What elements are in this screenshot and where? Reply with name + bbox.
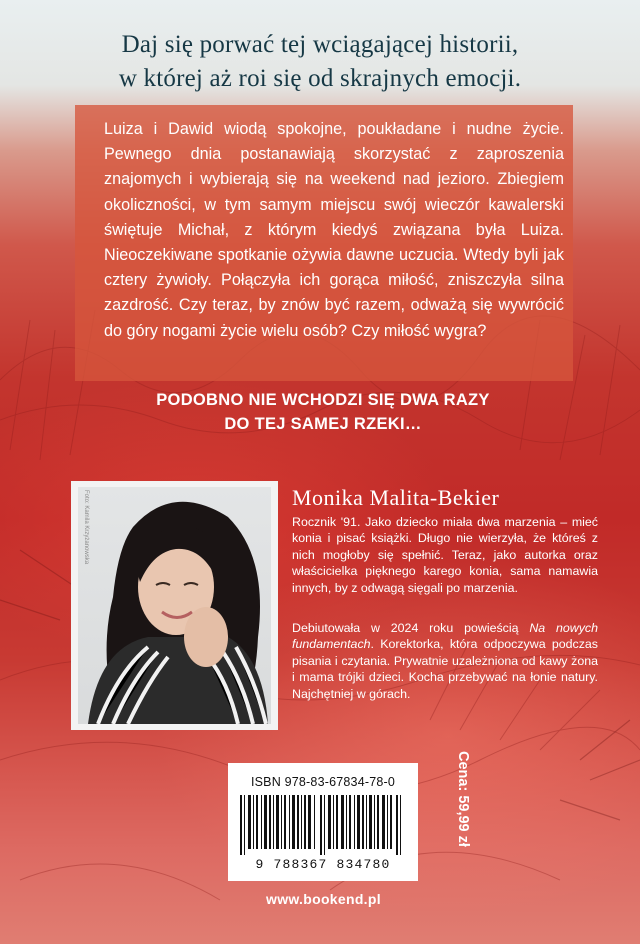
isbn-label: ISBN 978-83-67834-78-0 xyxy=(250,775,396,789)
tagline-line-2: w której aż roi się od skrajnych emocji. xyxy=(118,65,522,92)
blurb-text: Luiza i Dawid wiodą spokojne, poukładane i nudne życie. Pewnego dnia postanawiają skorzystać z zaproszenia znajomych i wybierają się na weekend nad jezioro. Zbiegiem okoliczności, w tym samym miejscu swój wieczór kawalerski świętuje Michał, z którym kiedyś związana była Luiza. Nieoczekiwane spotkanie ożywia dawne uczucia. Wtedy byli jak cztery żywioły. Połączyła ich gorąca miłość, zniszczyła silna zazdrość. Czy teraz, by znów być razem, odważą się wywrócić do góry nogami życie wielu osób? Czy miłość wygra? xyxy=(104,120,564,340)
barcode-icon xyxy=(238,795,408,855)
tagline-line-1: Daj się porwać tej wciągającej historii, xyxy=(121,31,519,58)
photo-credit: Foto: Kamila Krzyżanowska xyxy=(83,490,89,565)
bio2-intro: Debiutowała w 2024 roku powieścią xyxy=(292,621,530,635)
author-name: Monika Malita-Bekier xyxy=(292,485,500,510)
hook-line-1: PODOBNO NIE WCHODZI SIĘ DWA RAZY xyxy=(156,391,490,409)
tagline xyxy=(40,28,600,96)
publisher-website: www.bookend.pl xyxy=(266,891,381,907)
bio2-rest: . Korektorka, która odpoczywa podczas pisania i czytania. Prywatnie uzależniona od kawy żona i mama trójki dzieci. Kocha przebywać na łonie natury. Najchętniej w górach. xyxy=(292,637,598,701)
ean-digits: 9 788367 834780 xyxy=(255,857,391,872)
hook-text xyxy=(100,388,546,436)
author-bio-paragraph-2 xyxy=(292,620,598,702)
author-photo-frame xyxy=(71,481,278,730)
price-label: Cena: 59,99 zł xyxy=(455,751,471,847)
barcode-box xyxy=(228,763,418,881)
author-photo xyxy=(78,487,271,724)
author-bio-paragraph-1: Rocznik '91. Jako dziecko miała dwa marzenia – mieć konia i pisać książki. Długo nie wierzyła, że któreś z nich mogłoby się spełnić. Teraz, jako autorka oraz właścicielka pięknego karego konia, sama namawia innych, by z odwagą sięgali po marzenia. xyxy=(292,515,598,595)
author-portrait-illustration xyxy=(78,487,271,724)
hook-line-2: DO TEJ SAMEJ RZEKI… xyxy=(224,415,422,433)
debut-book-title: Na nowych fundamentach xyxy=(292,621,598,652)
